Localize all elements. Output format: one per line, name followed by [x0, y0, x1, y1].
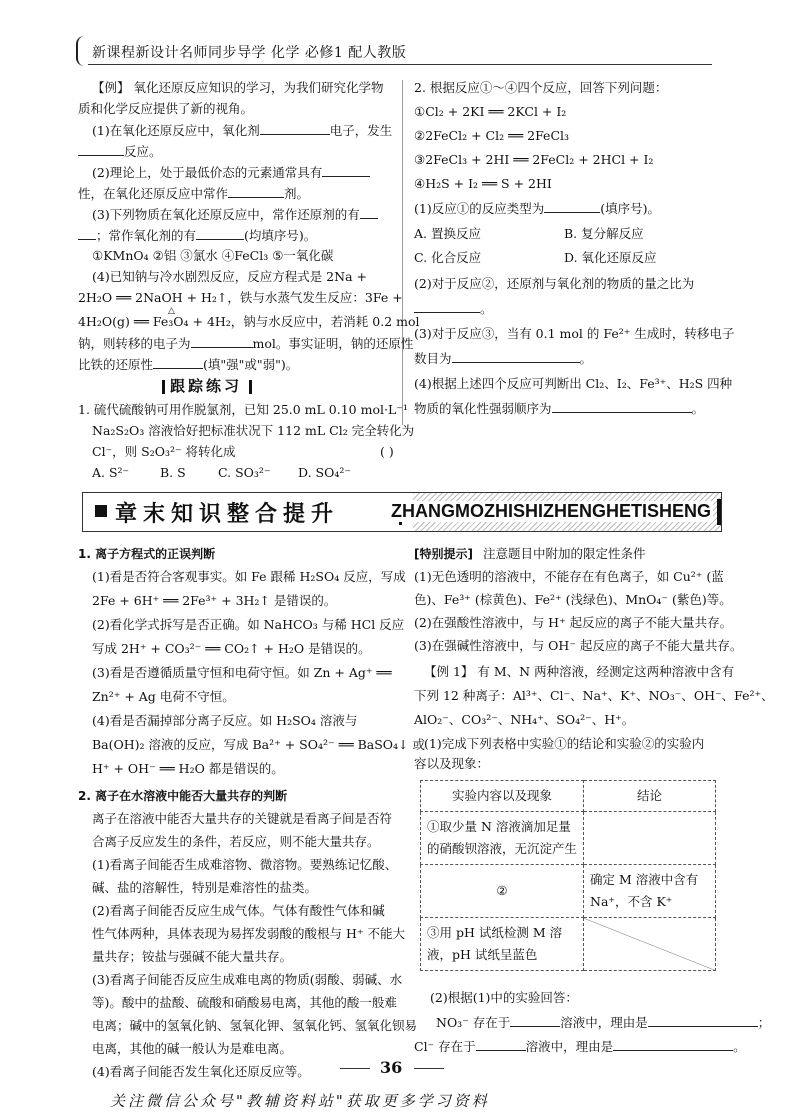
chapter-summary-banner [82, 492, 722, 532]
coexist-line-10: 电离；碱中的氢氧化钠、氢氧化钾、氢氧化钙、氢氧化钡易 [92, 1018, 418, 1033]
question-2-stem: 2. 根据反应①～④四个反应，回答下列问题： [414, 80, 668, 95]
page-number: 36 [380, 1058, 403, 1077]
table-row-1-conclusion [584, 812, 716, 865]
reaction-1: ①Cl₂ + 2KI ══ 2KCl + I₂ [414, 104, 567, 119]
coexist-line-11: 电离，其他的碱一般认为是难电离。 [92, 1041, 293, 1056]
option-d: D. 氧化还原反应 [564, 250, 657, 265]
question-2-part-3-answer: 数目为 。 [414, 351, 593, 366]
ion-eq-line-6: Zn²⁺ + Ag 电荷不守恒。 [92, 689, 235, 704]
example-line-2: 质和化学反应提供了新的视角。 [78, 101, 254, 116]
coexist-line-9: 等)。酸中的盐酸、硫酸和硝酸易电离，其他的酸一般难 [92, 995, 397, 1010]
question-2-part-1: (1)反应①的反应类型为 (填序号)。 [414, 201, 660, 216]
example-q3-options: ①KMnO₄ ②铝 ③氯水 ④FeCl₃ ⑤一氧化碳 [92, 248, 334, 263]
option-c: C. 化合反应 [414, 250, 482, 265]
coexist-line-8: (3)看离子间能否反应生成难电离的物质(弱酸、弱碱、水 [92, 972, 403, 987]
example-q4-line5: 比铁的还原性 (填"强"或"弱")。 [78, 357, 299, 372]
tip-line-2: 色)、Fe³⁺ (棕黄色)、Fe²⁺ (浅绿色)、MnO₄⁻ (紫色)等。 [414, 592, 732, 607]
table-header-conclusion: 结论 [584, 781, 716, 812]
reaction-4: ④H₂S + I₂ ══ S + 2HI [414, 176, 552, 191]
example-q4-line2: 2H₂O ══ 2NaOH + H₂↑，铁与水蒸气发生反应：3Fe + [78, 290, 403, 305]
question-2-part-2: (2)对于反应②，还原剂与氧化剂的物质的量之比为 [414, 276, 695, 291]
column-divider [402, 80, 403, 425]
exercise-1-line-1: 1. 硫代硫酸钠可用作脱氯剂，已知 25.0 mL 0.10 mol·L⁻¹ [78, 402, 408, 417]
special-tip: [特别提示] 注意题目中附加的限定性条件 [414, 546, 646, 561]
tip-line-4: (3)在强碱性溶液中，与 OH⁻ 起反应的离子不能大量共存。 [414, 638, 743, 653]
example-1-line-4: (1)完成下列表格中实验①的结论和实验②的实验内 [424, 736, 705, 751]
tracking-exercise-title: 跟踪练习 [170, 378, 242, 394]
exercise-1-option-c: C. SO₃²⁻ [218, 465, 271, 480]
exercise-1-option-a: A. S²⁻ [92, 465, 130, 480]
coexist-line-12: (4)看离子间能否发生氧化还原反应等。 [92, 1064, 310, 1079]
followup-chloride: Cl⁻ 存在于 溶液中，理由是 。 [414, 1039, 746, 1054]
table-row-3-content: ③用 pH 试纸检测 M 溶液，pH 试纸呈蓝色 [421, 918, 584, 971]
exercise-1-option-b: B. S [160, 465, 186, 480]
coexist-line-3: (1)看离子间能否生成难溶物、微溶物。要熟练记忆酸、 [92, 857, 398, 872]
header-title: 新课程新设计名师同步导学 化学 必修1 配人教版 [92, 45, 407, 61]
tip-line-1: (1)无色透明的溶液中，不能存在有色离子，如 Cu²⁺ (蓝 [414, 569, 724, 584]
heat-symbol: △ [168, 306, 175, 316]
exercise-1-line-3: Cl⁻，则 S₂O₃²⁻ 将转化成 ( ) [92, 444, 394, 459]
ion-eq-line-5: (3)看是否遵循质量守恒和电荷守恒。如 Zn + Ag⁺ ══ [92, 665, 392, 680]
table-row [421, 812, 716, 865]
example-q3-cont: ；常作氧化剂的有 (均填序号)。 [78, 227, 316, 244]
tip-line-3: (2)在强酸性溶液中，与 H⁺ 起反应的离子不能大量共存。 [414, 615, 733, 630]
coexist-line-1: 离子在溶液中能否大量共存的关键就是看离子间是否符 [92, 811, 393, 826]
example-line-1: 【例】 氧化还原反应知识的学习，为我们研究化学物 [92, 80, 384, 95]
page-number-rule-right [414, 1068, 444, 1069]
example-q2-cont: 性，在氧化还原反应中常作 剂。 [78, 186, 310, 201]
table-row-2-content: ② [421, 865, 584, 918]
ion-eq-line-7: (4)看是否漏掉部分离子反应。如 H₂SO₄ 溶液与 [92, 713, 358, 728]
example-1-line-5: 容以及现象： [414, 756, 490, 771]
question-2-part-4: (4)根据上述四个反应可判断出 Cl₂、I₂、Fe³⁺、H₂S 四种 [414, 376, 733, 391]
ion-eq-line-1: (1)看是否符合客观事实。如 Fe 跟稀 H₂SO₄ 反应，写成 [92, 569, 406, 584]
table-row-3-conclusion [584, 918, 716, 971]
heading-ion-equation: 1. 离子方程式的正误判断 [78, 547, 216, 561]
experiment-table [420, 780, 716, 971]
ion-eq-line-2: 2Fe + 6H⁺ ══ 2Fe³⁺ + 3H₂↑ 是错误的。 [92, 593, 337, 608]
coexist-line-7: 量共存；铵盐与强碱不能大量共存。 [92, 949, 293, 964]
followup-intro: (2)根据(1)中的实验回答： [430, 990, 578, 1005]
example-q3: (3)下列物质在氧化还原反应中，常作还原剂的有 [92, 206, 378, 223]
table-row-1-content: ①取少量 N 溶液滴加足量的硝酸钡溶液，无沉淀产生 [421, 812, 584, 865]
reaction-2: ②2FeCl₂ + Cl₂ ══ 2FeCl₃ [414, 128, 570, 143]
example-1-line-2: 下列 12 种离子：Al³⁺、Cl⁻、Na⁺、K⁺、NO₃⁻、OH⁻、Fe²⁺、 [414, 688, 774, 703]
ion-eq-line-3: (2)看化学式拆写是否正确。如 NaHCO₃ 与稀 HCl 反应 [92, 617, 405, 632]
page-number-rule-left [340, 1068, 370, 1069]
question-2-part-2-answer: 。 [414, 300, 493, 317]
footer-note: 关注微信公众号"教辅资料站"获取更多学习资料 [110, 1092, 490, 1110]
example-1-line-1: 【例 1】 有 M、N 两种溶液，经测定这两种溶液中含有 [424, 664, 735, 679]
header-rule [88, 64, 712, 65]
example-q4: (4)已知钠与冷水剧烈反应，反应方程式是 2Na + [92, 269, 367, 284]
ion-eq-line-4: 写成 2H⁺ + CO₃²⁻ ══ CO₂↑ + H₂O 是错误的。 [92, 641, 371, 656]
coexist-line-2: 合离子反应发生的条件，若反应，则不能大量共存。 [92, 834, 380, 849]
exercise-1-line-2: Na₂S₂O₃ 溶液恰好把标准状况下 112 mL Cl₂ 完全转化为 [92, 423, 415, 438]
exercise-1-option-d: D. SO₄²⁻ [298, 465, 351, 480]
example-1-line-3: AlO₂⁻、CO₃²⁻、NH₄⁺、SO₄²⁻、H⁺。 [414, 712, 635, 727]
banner-square-icon [95, 505, 107, 517]
followup-nitrate: NO₃⁻ 存在于 溶液中，理由是 ； [436, 1015, 771, 1030]
banner-title-en: ZHANGMOZHISHIZHENGHETISHENG [390, 501, 711, 521]
question-2-part-3: (3)对于反应③，当有 0.1 mol 的 Fe²⁺ 生成时，转移电子 [414, 326, 735, 341]
option-a: A. 置换反应 [414, 226, 481, 241]
table-row [421, 865, 716, 918]
option-b: B. 复分解反应 [564, 226, 644, 241]
ion-eq-line-9: H⁺ + OH⁻ ══ H₂O 都是错误的。 [92, 761, 284, 776]
reaction-3: ③2FeCl₃ + 2HI ══ 2FeCl₂ + 2HCl + I₂ [414, 152, 654, 167]
example-q4-line4: 钠，则转移的电子为 mol。事实证明，钠的还原性 [78, 336, 414, 351]
table-row-2-conclusion: 确定 M 溶液中含有 Na⁺，不含 K⁺ [584, 865, 716, 918]
table-row [421, 918, 716, 971]
header-bracket-decoration [76, 36, 86, 66]
question-2-part-4-answer: 物质的氧化性强弱顺序为 。 [414, 401, 705, 416]
coexist-line-4: 碱、盐的溶解性，特别是难溶性的盐类。 [92, 880, 318, 895]
coexist-line-6: 性气体两种，具体表现为易挥发弱酸的酸根与 H⁺ 不能大 [92, 926, 405, 941]
example-q2: (2)理论上，处于最低价态的元素通常具有 [92, 164, 370, 181]
table-header-row [421, 781, 716, 812]
table-header-content: 实验内容以及现象 [421, 781, 584, 812]
example-q1-cont: 反应。 [78, 143, 162, 160]
heading-ion-coexistence: 2. 离子在水溶液中能否大量共存的判断 [78, 789, 288, 803]
banner-title-cn: 章末知识整合提升 [115, 502, 340, 527]
ion-eq-line-8: Ba(OH)₂ 溶液的反应，写成 Ba²⁺ + SO₄²⁻ ══ BaSO₄↓ 或 [92, 737, 426, 752]
example-q1: (1)在氧化还原反应中，氧化剂 电子，发生 [92, 123, 393, 138]
coexist-line-5: (2)看离子间能否反应生成气体。气体有酸性气体和碱 [92, 903, 385, 918]
example-q4-line3: 4H₂O(g) ══ Fe₃O₄ + 4H₂，钠与水反应中，若消耗 0.2 mol [78, 314, 420, 329]
